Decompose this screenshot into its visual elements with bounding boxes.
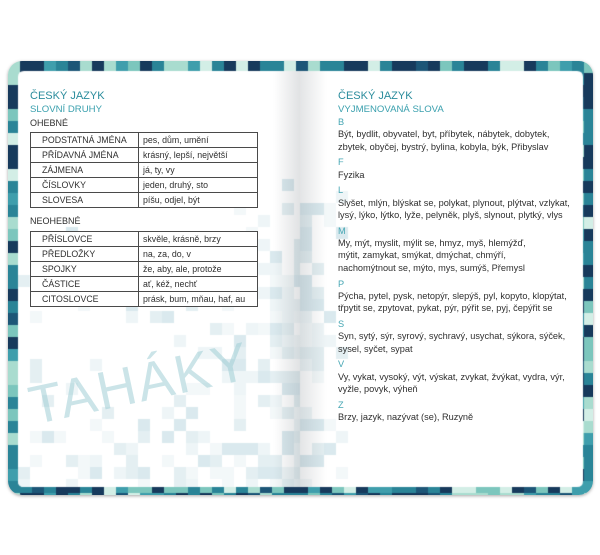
examples-cell: jeden, druhý, sto bbox=[139, 178, 258, 193]
term-cell: ZÁJMENA bbox=[31, 163, 139, 178]
group-letter: B bbox=[338, 117, 345, 127]
word-line: Vy, vykat, vysoký, výt, výskat, zvykat, žvýkat, vydra, výr, bbox=[338, 371, 565, 382]
word-line: Slyšet, mlýn, blýskat se, polykat, plynout, plýtvat, vzlykat, bbox=[338, 197, 570, 208]
word-line: Být, bydlit, obyvatel, byt, příbytek, nábytek, dobytek, bbox=[338, 129, 550, 140]
table-neohebne bbox=[30, 231, 258, 307]
left-page-subtitle: SLOVNÍ DRUHY bbox=[30, 104, 102, 115]
word-line: Fyzika bbox=[338, 169, 365, 180]
term-cell: ČÍSLOVKY bbox=[31, 178, 139, 193]
term-cell: SLOVESA bbox=[31, 193, 139, 208]
word-line: Syn, sytý, sýr, syrový, sychravý, usychat, sýkora, sýček, bbox=[338, 331, 566, 342]
group-letter: L bbox=[338, 185, 344, 196]
term-cell: CITOSLOVCE bbox=[31, 292, 139, 307]
group-letter: P bbox=[338, 278, 345, 289]
table-row bbox=[31, 292, 258, 307]
letter-group-b bbox=[338, 116, 578, 153]
term-cell: ČÁSTICE bbox=[31, 277, 139, 292]
group-letter: S bbox=[338, 318, 345, 329]
examples-cell: prásk, bum, mňau, haf, au bbox=[139, 292, 258, 307]
examples-cell: ať, kéž, nechť bbox=[139, 277, 258, 292]
group-letter: M bbox=[338, 225, 346, 236]
word-line: lysý, lýko, lýtko, lyže, pelyněk, plyš, slynout, plytký, vlys bbox=[338, 210, 563, 221]
word-line: My, mýt, myslit, mýlit se, hmyz, myš, hlemýžď, bbox=[338, 238, 526, 249]
table-ohebne bbox=[30, 132, 258, 208]
table-row bbox=[31, 232, 258, 247]
examples-cell: pes, dům, umění bbox=[139, 133, 258, 148]
table-row bbox=[31, 148, 258, 163]
letter-group-m bbox=[338, 225, 578, 274]
table-row bbox=[31, 133, 258, 148]
section-label-ohebne: OHEBNÉ bbox=[30, 118, 69, 128]
letter-group-l bbox=[338, 184, 578, 221]
letter-group-v bbox=[338, 358, 578, 395]
examples-cell: na, za, do, v bbox=[139, 247, 258, 262]
word-line: třpytit se, zpytovat, pykat, pýr, pýřit se, pyj, čepýřit se bbox=[338, 303, 553, 314]
table-row bbox=[31, 262, 258, 277]
examples-cell: skvěle, krásně, brzy bbox=[139, 232, 258, 247]
group-letter: Z bbox=[338, 399, 344, 410]
examples-cell: píšu, odjel, být bbox=[139, 193, 258, 208]
table-row bbox=[31, 247, 258, 262]
letter-group-s bbox=[338, 318, 578, 355]
left-page bbox=[18, 71, 301, 487]
table-row bbox=[31, 178, 258, 193]
term-cell: PŘÍDAVNÁ JMÉNA bbox=[31, 148, 139, 163]
word-line: nachomýtnout se, mýto, mys, sumýš, Přemysl bbox=[338, 262, 525, 273]
left-page-title: ČESKÝ JAZYK bbox=[30, 90, 105, 102]
examples-cell: krásný, lepší, největší bbox=[139, 148, 258, 163]
notebook-spread bbox=[8, 61, 593, 495]
table-row bbox=[31, 277, 258, 292]
examples-cell: já, ty, vy bbox=[139, 163, 258, 178]
vyjmenovana-slova-list bbox=[338, 116, 578, 423]
word-line: Brzy, jazyk, nazývat (se), Ruzyně bbox=[338, 412, 474, 423]
examples-cell: že, aby, ale, protože bbox=[139, 262, 258, 277]
table-row bbox=[31, 163, 258, 178]
term-cell: PŘEDLOŽKY bbox=[31, 247, 139, 262]
group-letter: V bbox=[338, 359, 345, 370]
right-page bbox=[300, 71, 583, 487]
term-cell: PŘÍSLOVCE bbox=[31, 232, 139, 247]
word-line: mýtit, zamykat, smýkat, dmýchat, chmýří, bbox=[338, 250, 506, 261]
word-line: vyžle, povyk, výheň bbox=[338, 383, 418, 394]
word-line: sysel, syčet, sypat bbox=[338, 343, 413, 354]
letter-group-z bbox=[338, 399, 578, 424]
word-line: Pýcha, pytel, pysk, netopýr, slepýš, pyl, kopyto, klopýtat, bbox=[338, 290, 567, 301]
letter-group-p bbox=[338, 278, 578, 315]
section-label-neohebne: NEOHEBNÉ bbox=[30, 216, 81, 226]
group-letter: F bbox=[338, 157, 344, 168]
term-cell: SPOJKY bbox=[31, 262, 139, 277]
table-row bbox=[31, 193, 258, 208]
letter-group-f bbox=[338, 156, 578, 181]
tahaky-watermark: TAHÁKY bbox=[23, 331, 256, 437]
term-cell: PODSTATNÁ JMÉNA bbox=[31, 133, 139, 148]
right-page-subtitle: VYJMENOVANÁ SLOVA bbox=[338, 104, 444, 115]
word-line: zbytek, obyčej, bystrý, bylina, kobyla, býk, Přibyslav bbox=[338, 141, 549, 152]
right-page-title: ČESKÝ JAZYK bbox=[338, 90, 413, 102]
